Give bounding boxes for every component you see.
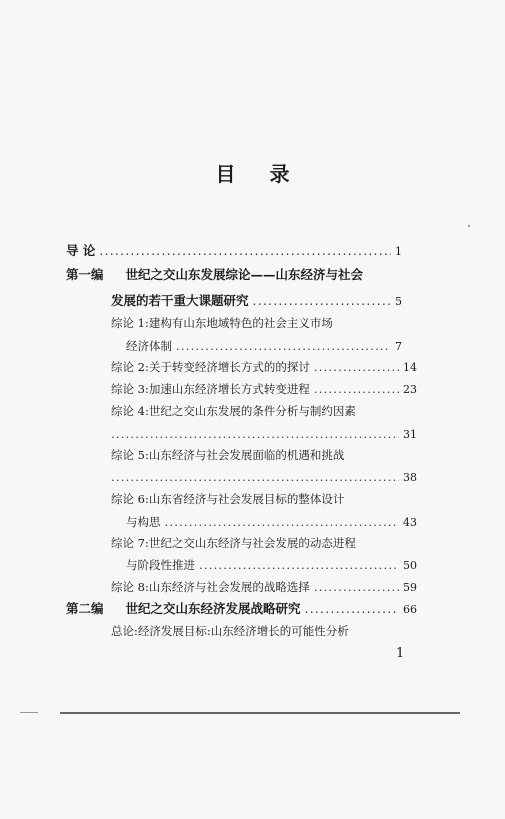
toc-entry-label: 导 论 bbox=[66, 243, 96, 258]
toc-entry-6[interactable] bbox=[111, 491, 411, 507]
toc-entry-1-cont[interactable] bbox=[126, 338, 402, 355]
dot-leader bbox=[111, 426, 399, 442]
dot-leader bbox=[199, 557, 399, 573]
toc-entry-label: 综论 8:山东经济与社会发展的战略选择 bbox=[111, 580, 310, 594]
toc-entry-label: 综论 3:加速山东经济增长方式转变进程 bbox=[111, 382, 310, 396]
toc-entry-1[interactable] bbox=[111, 315, 411, 331]
dot-leader bbox=[111, 469, 399, 485]
toc-entry-label: 与阶段性推进 bbox=[126, 558, 195, 572]
toc-entry-page: 38 bbox=[403, 471, 417, 484]
toc-entry-4-cont[interactable] bbox=[111, 426, 417, 443]
toc-entry-label: 发展的若干重大课题研究 bbox=[111, 293, 249, 308]
toc-entry-label: 综论 4:世纪之交山东发展的条件分析与制约因素 bbox=[111, 404, 356, 418]
toc-entry-3[interactable] bbox=[111, 381, 417, 398]
toc-entry-7-cont[interactable] bbox=[126, 557, 417, 574]
toc-entry-page: 1 bbox=[395, 245, 402, 258]
toc-entry-6-cont[interactable] bbox=[126, 514, 417, 531]
toc-entry-5[interactable] bbox=[111, 447, 411, 463]
bottom-rule-fragment bbox=[20, 712, 38, 713]
toc-entry-page: 7 bbox=[395, 340, 402, 353]
toc-entry-8[interactable] bbox=[111, 579, 417, 596]
toc-entry-label: 综论 2:关于转变经济增长方式的的探讨 bbox=[111, 360, 310, 374]
toc-entry-page: 23 bbox=[403, 383, 417, 396]
toc-entry-label: 经济体制 bbox=[126, 339, 172, 353]
toc-entry-page: 66 bbox=[403, 603, 417, 616]
dot-leader bbox=[314, 359, 399, 375]
toc-entry-page: 5 bbox=[395, 295, 402, 308]
dot-leader bbox=[253, 293, 391, 309]
toc-entry-page: 14 bbox=[403, 361, 417, 374]
toc-part-label: 第二编 bbox=[66, 601, 104, 616]
toc-entry-label: 总论:经济发展目标:山东经济增长的可能性分析 bbox=[111, 624, 349, 638]
toc-entry-label: 综论 6:山东省经济与社会发展目标的整体设计 bbox=[111, 492, 345, 506]
toc-entry-label: 综论 5:山东经济与社会发展面临的机遇和挑战 bbox=[111, 448, 345, 462]
dot-leader bbox=[99, 243, 391, 259]
dot-leader bbox=[305, 601, 399, 617]
toc-entry-label: 综论 7:世纪之交山东经济与社会发展的动态进程 bbox=[111, 536, 356, 550]
page-number: 1 bbox=[396, 646, 405, 661]
toc-entry-4[interactable] bbox=[111, 403, 411, 419]
dot-leader bbox=[176, 338, 391, 354]
toc-entry-intro[interactable] bbox=[66, 243, 402, 260]
toc-part-title: 世纪之交山东经济发展战略研究 bbox=[125, 601, 301, 616]
toc-entry-label: 与构思 bbox=[126, 515, 161, 529]
toc-entry-page: 50 bbox=[403, 559, 417, 572]
toc-part-title: 世纪之交山东发展综论——山东经济与社会 bbox=[125, 267, 364, 282]
toc-entry-part-one[interactable] bbox=[66, 267, 446, 283]
toc-entry-5-cont[interactable] bbox=[111, 469, 417, 486]
toc-entry-2[interactable] bbox=[111, 359, 417, 376]
toc-entry-label: 综论 1:建构有山东地域特色的社会主义市场 bbox=[111, 316, 333, 330]
scan-speck bbox=[468, 225, 470, 227]
dot-leader bbox=[165, 514, 400, 530]
toc-entry-part-one-cont[interactable] bbox=[111, 293, 402, 310]
page-title: 目录 bbox=[215, 162, 324, 186]
toc-part-label: 第一编 bbox=[66, 267, 104, 282]
toc-entry-part-two[interactable] bbox=[66, 601, 417, 618]
toc-entry-7[interactable] bbox=[111, 535, 411, 551]
bottom-rule bbox=[60, 712, 460, 714]
toc-entry-overview[interactable] bbox=[111, 623, 411, 639]
dot-leader bbox=[314, 381, 399, 397]
dot-leader bbox=[314, 579, 399, 595]
toc-entry-page: 31 bbox=[403, 428, 417, 441]
toc-entry-page: 59 bbox=[403, 581, 417, 594]
toc-entry-page: 43 bbox=[403, 516, 417, 529]
